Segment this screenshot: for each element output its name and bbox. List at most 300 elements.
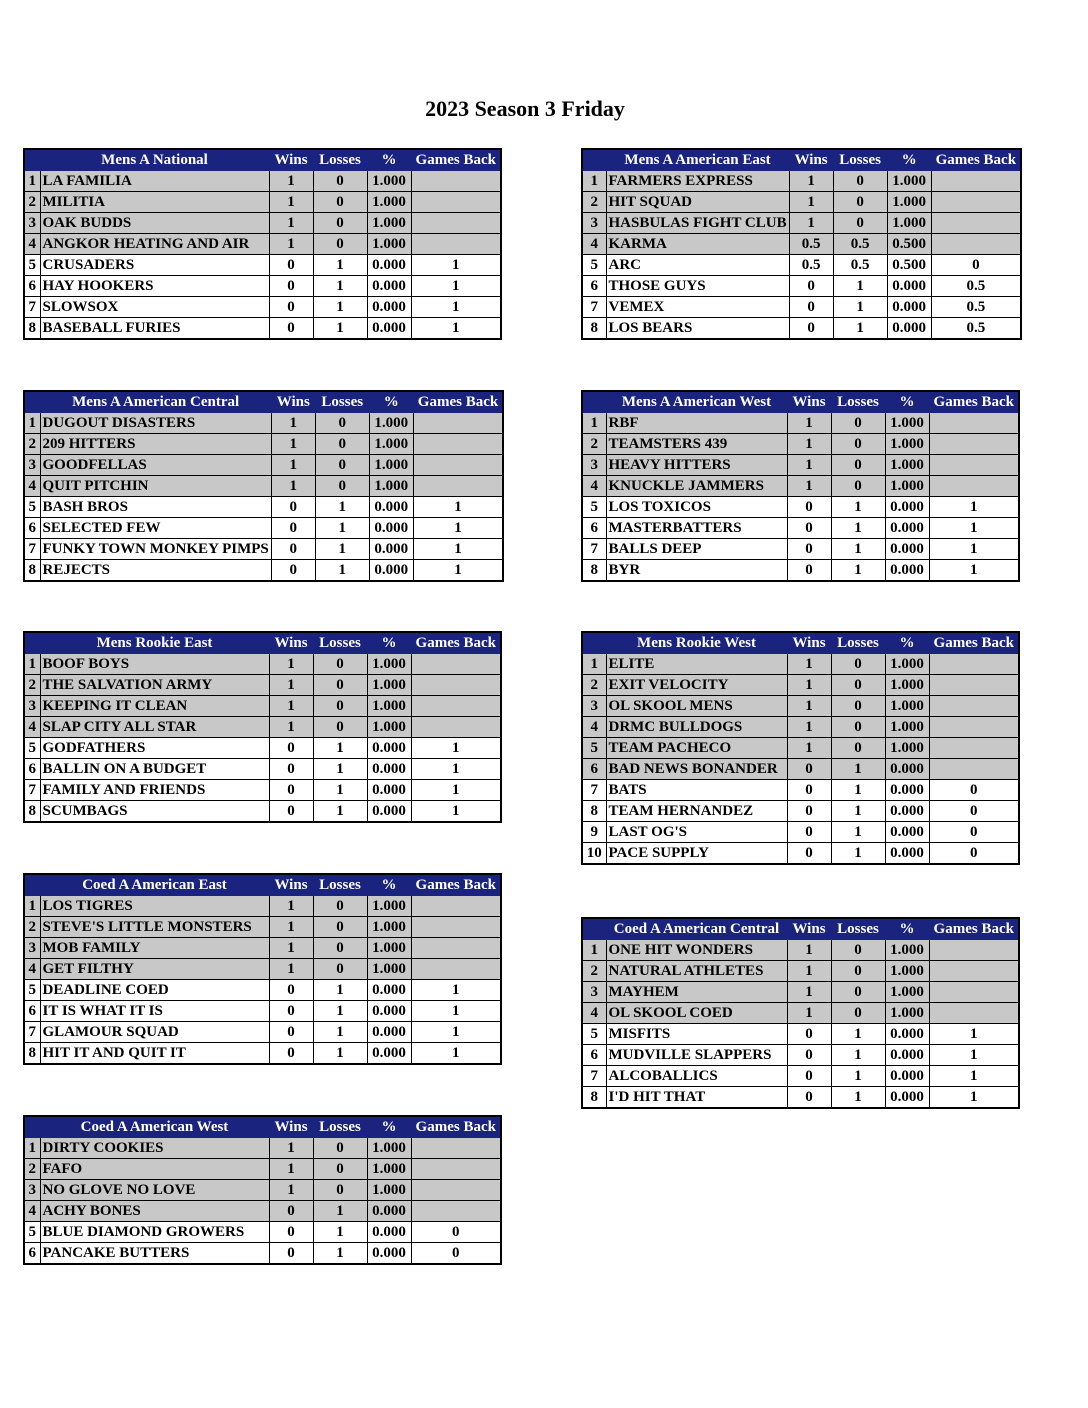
games-back-cell: 1 — [929, 497, 1019, 518]
division-name: Mens Rookie East — [40, 632, 269, 654]
games-back-cell — [411, 654, 501, 675]
pct-cell: 1.000 — [367, 234, 411, 255]
pct-cell: 0.000 — [887, 318, 931, 340]
pct-header: % — [367, 149, 411, 171]
wins-cell: 0 — [787, 801, 831, 822]
page-title: 2023 Season 3 Friday — [425, 96, 625, 121]
team-name: DUGOUT DISASTERS — [40, 413, 271, 434]
pct-cell: 0.500 — [887, 234, 931, 255]
rank-cell: 5 — [582, 738, 606, 759]
games-back-cell: 0 — [929, 843, 1019, 865]
losses-cell: 0 — [315, 476, 369, 497]
losses-cell: 1 — [313, 801, 367, 823]
team-name: I'D HIT THAT — [606, 1087, 787, 1109]
games-back-cell — [411, 959, 501, 980]
wins-cell: 1 — [787, 434, 831, 455]
wins-cell: 0 — [271, 497, 315, 518]
losses-cell: 0 — [831, 982, 885, 1003]
pct-cell: 0.000 — [367, 1001, 411, 1022]
team-name: EXIT VELOCITY — [606, 675, 787, 696]
wins-header: Wins — [787, 391, 831, 413]
team-name: ANGKOR HEATING AND AIR — [40, 234, 269, 255]
games-back-cell: 0 — [929, 780, 1019, 801]
table-row — [582, 213, 1021, 234]
wins-cell: 1 — [269, 917, 313, 938]
losses-cell: 1 — [313, 297, 367, 318]
losses-cell: 1 — [831, 1087, 885, 1109]
table-row — [24, 938, 501, 959]
losses-cell: 0.5 — [833, 255, 887, 276]
pct-cell: 0.000 — [367, 276, 411, 297]
pct-header: % — [885, 918, 929, 940]
wins-header: Wins — [787, 918, 831, 940]
table-row — [582, 961, 1019, 982]
losses-cell: 0 — [833, 192, 887, 213]
games-back-cell: 0.5 — [931, 276, 1021, 297]
table-row — [582, 434, 1019, 455]
losses-cell: 1 — [313, 1222, 367, 1243]
division-name: Mens A American Central — [40, 391, 271, 413]
team-name: LA FAMILIA — [40, 171, 269, 192]
team-name: HIT SQUAD — [606, 192, 789, 213]
losses-cell: 0 — [313, 1159, 367, 1180]
table-row — [582, 940, 1019, 961]
pct-cell: 1.000 — [367, 213, 411, 234]
games-back-cell: 1 — [411, 801, 501, 823]
rank-cell: 3 — [24, 938, 40, 959]
table-row — [582, 476, 1019, 497]
games-back-header: Games Back — [413, 391, 503, 413]
table-row — [582, 497, 1019, 518]
pct-cell: 1.000 — [885, 654, 929, 675]
table-row — [24, 1022, 501, 1043]
losses-header: Losses — [313, 874, 367, 896]
table-row — [24, 434, 503, 455]
wins-header: Wins — [787, 632, 831, 654]
losses-cell: 0 — [831, 1003, 885, 1024]
games-back-cell — [411, 1159, 501, 1180]
rank-cell: 2 — [582, 434, 606, 455]
losses-cell: 1 — [313, 759, 367, 780]
games-back-cell: 1 — [411, 255, 501, 276]
pct-cell: 0.000 — [885, 539, 929, 560]
rank-cell: 2 — [24, 434, 40, 455]
pct-cell: 1.000 — [367, 171, 411, 192]
rank-cell: 1 — [24, 413, 40, 434]
wins-header: Wins — [271, 391, 315, 413]
table-row — [582, 455, 1019, 476]
pct-cell: 1.000 — [885, 961, 929, 982]
games-back-cell: 1 — [929, 518, 1019, 539]
games-back-cell: 0.5 — [931, 318, 1021, 340]
games-back-cell — [929, 696, 1019, 717]
games-back-cell: 1 — [413, 539, 503, 560]
rank-cell: 3 — [582, 455, 606, 476]
games-back-cell: 1 — [411, 318, 501, 340]
pct-cell: 1.000 — [367, 675, 411, 696]
wins-cell: 1 — [787, 413, 831, 434]
losses-cell: 1 — [833, 318, 887, 340]
rank-cell: 10 — [582, 843, 606, 865]
team-name: GODFATHERS — [40, 738, 269, 759]
wins-header: Wins — [269, 632, 313, 654]
rank-header — [24, 632, 40, 654]
games-back-cell: 1 — [929, 539, 1019, 560]
rank-cell: 5 — [24, 738, 40, 759]
rank-cell: 1 — [24, 1138, 40, 1159]
rank-cell: 5 — [24, 255, 40, 276]
wins-cell: 0 — [269, 1201, 313, 1222]
rank-cell: 1 — [582, 940, 606, 961]
wins-cell: 0 — [789, 318, 833, 340]
pct-cell: 0.000 — [885, 518, 929, 539]
team-name: LOS TOXICOS — [606, 497, 787, 518]
table-row — [582, 801, 1019, 822]
team-name: MAYHEM — [606, 982, 787, 1003]
team-name: KARMA — [606, 234, 789, 255]
wins-cell: 0 — [271, 560, 315, 582]
table-row — [24, 560, 503, 582]
table-row — [582, 276, 1021, 297]
pct-cell: 0.000 — [885, 1066, 929, 1087]
losses-cell: 0 — [313, 896, 367, 917]
pct-cell: 1.000 — [367, 1138, 411, 1159]
table-row — [24, 1180, 501, 1201]
losses-cell: 1 — [831, 1066, 885, 1087]
header-row — [582, 149, 1021, 171]
rank-cell: 3 — [24, 696, 40, 717]
pct-cell: 1.000 — [367, 717, 411, 738]
games-back-header: Games Back — [411, 149, 501, 171]
pct-cell: 0.000 — [369, 539, 413, 560]
wins-cell: 0 — [271, 539, 315, 560]
games-back-header: Games Back — [411, 632, 501, 654]
wins-cell: 0 — [787, 759, 831, 780]
wins-cell: 1 — [269, 896, 313, 917]
games-back-cell — [413, 413, 503, 434]
pct-cell: 0.000 — [369, 497, 413, 518]
rank-cell: 1 — [24, 654, 40, 675]
losses-cell: 1 — [313, 255, 367, 276]
team-name: DIRTY COOKIES — [40, 1138, 269, 1159]
team-name: GOODFELLAS — [40, 455, 271, 476]
pct-cell: 0.000 — [885, 560, 929, 582]
rank-cell: 6 — [582, 518, 606, 539]
losses-cell: 1 — [313, 1243, 367, 1265]
table-row — [582, 413, 1019, 434]
pct-cell: 1.000 — [369, 413, 413, 434]
pct-cell: 1.000 — [367, 654, 411, 675]
losses-cell: 0 — [313, 192, 367, 213]
losses-cell: 0 — [315, 455, 369, 476]
wins-cell: 1 — [269, 696, 313, 717]
losses-cell: 1 — [313, 276, 367, 297]
pct-cell: 0.000 — [369, 560, 413, 582]
pct-cell: 0.000 — [367, 297, 411, 318]
rank-cell: 5 — [24, 980, 40, 1001]
wins-cell: 0 — [787, 1024, 831, 1045]
wins-cell: 1 — [271, 434, 315, 455]
table-row — [24, 539, 503, 560]
wins-cell: 0 — [787, 539, 831, 560]
losses-cell: 0 — [315, 413, 369, 434]
games-back-cell — [931, 171, 1021, 192]
header-row — [582, 918, 1019, 940]
losses-cell: 0 — [313, 1138, 367, 1159]
wins-cell: 1 — [269, 938, 313, 959]
pct-cell: 1.000 — [885, 696, 929, 717]
team-name: BALLS DEEP — [606, 539, 787, 560]
wins-header: Wins — [269, 874, 313, 896]
games-back-cell — [929, 717, 1019, 738]
table-row — [24, 980, 501, 1001]
table-row — [24, 297, 501, 318]
losses-cell: 0 — [313, 959, 367, 980]
rank-cell: 4 — [582, 234, 606, 255]
rank-cell: 2 — [582, 192, 606, 213]
table-row — [582, 1087, 1019, 1109]
rank-cell: 8 — [582, 318, 606, 340]
rank-cell: 8 — [24, 560, 40, 582]
pct-cell: 1.000 — [885, 413, 929, 434]
pct-cell: 1.000 — [885, 476, 929, 497]
pct-cell: 1.000 — [367, 917, 411, 938]
pct-header: % — [887, 149, 931, 171]
header-row — [24, 874, 501, 896]
team-name: IT IS WHAT IT IS — [40, 1001, 269, 1022]
team-name: NATURAL ATHLETES — [606, 961, 787, 982]
losses-cell: 0 — [831, 434, 885, 455]
games-back-cell: 0 — [929, 822, 1019, 843]
wins-cell: 0 — [271, 518, 315, 539]
header-row — [24, 149, 501, 171]
losses-cell: 1 — [313, 780, 367, 801]
games-back-cell — [931, 234, 1021, 255]
wins-cell: 0 — [269, 1043, 313, 1065]
rank-cell: 7 — [582, 1066, 606, 1087]
wins-cell: 1 — [787, 982, 831, 1003]
table-row — [24, 497, 503, 518]
division-table-coed-a-american-central — [581, 917, 1020, 1109]
rank-cell: 6 — [582, 276, 606, 297]
team-name: ALCOBALLICS — [606, 1066, 787, 1087]
pct-cell: 0.000 — [885, 822, 929, 843]
rank-cell: 7 — [582, 780, 606, 801]
rank-cell: 6 — [24, 1001, 40, 1022]
games-back-header: Games Back — [929, 632, 1019, 654]
wins-cell: 0.5 — [789, 234, 833, 255]
games-back-cell: 1 — [411, 297, 501, 318]
games-back-cell — [411, 896, 501, 917]
table-row — [582, 539, 1019, 560]
header-row — [582, 632, 1019, 654]
table-row — [24, 896, 501, 917]
wins-cell: 1 — [269, 717, 313, 738]
losses-cell: 0 — [313, 717, 367, 738]
division-table-coed-a-american-west — [23, 1115, 502, 1265]
losses-header: Losses — [831, 391, 885, 413]
losses-cell: 1 — [313, 738, 367, 759]
losses-header: Losses — [833, 149, 887, 171]
rank-cell: 6 — [582, 1045, 606, 1066]
table-row — [24, 675, 501, 696]
losses-header: Losses — [313, 1116, 367, 1138]
rank-cell: 4 — [24, 959, 40, 980]
wins-cell: 1 — [271, 455, 315, 476]
wins-cell: 1 — [789, 192, 833, 213]
division-name: Coed A American East — [40, 874, 269, 896]
team-name: MASTERBATTERS — [606, 518, 787, 539]
games-back-cell: 1 — [411, 759, 501, 780]
table-row — [24, 738, 501, 759]
wins-cell: 1 — [789, 213, 833, 234]
wins-cell: 1 — [787, 675, 831, 696]
team-name: 209 HITTERS — [40, 434, 271, 455]
wins-cell: 1 — [269, 213, 313, 234]
rank-cell: 8 — [24, 801, 40, 823]
losses-cell: 0 — [833, 213, 887, 234]
table-row — [582, 1003, 1019, 1024]
table-row — [582, 696, 1019, 717]
team-name: QUIT PITCHIN — [40, 476, 271, 497]
rank-cell: 1 — [582, 171, 606, 192]
division-table-mens-a-national — [23, 148, 502, 340]
wins-cell: 0 — [269, 1243, 313, 1265]
wins-cell: 0 — [269, 738, 313, 759]
games-back-cell — [931, 213, 1021, 234]
losses-cell: 0 — [831, 696, 885, 717]
division-table-mens-a-american-central — [23, 390, 504, 582]
pct-cell: 0.000 — [367, 980, 411, 1001]
wins-cell: 0 — [269, 297, 313, 318]
losses-cell: 0 — [831, 961, 885, 982]
rank-cell: 9 — [582, 822, 606, 843]
table-row — [24, 801, 501, 823]
team-name: ELITE — [606, 654, 787, 675]
losses-cell: 0 — [831, 940, 885, 961]
rank-cell: 2 — [582, 961, 606, 982]
games-back-cell — [411, 675, 501, 696]
rank-cell: 4 — [24, 234, 40, 255]
rank-cell: 3 — [24, 213, 40, 234]
games-back-cell — [929, 982, 1019, 1003]
table-row — [24, 413, 503, 434]
wins-cell: 0 — [269, 980, 313, 1001]
games-back-cell — [929, 654, 1019, 675]
pct-cell: 0.000 — [367, 780, 411, 801]
rank-header — [582, 391, 606, 413]
losses-cell: 0 — [313, 675, 367, 696]
losses-cell: 1 — [313, 1022, 367, 1043]
pct-cell: 0.000 — [367, 759, 411, 780]
table-row — [24, 959, 501, 980]
losses-header: Losses — [315, 391, 369, 413]
pct-cell: 0.000 — [367, 255, 411, 276]
pct-cell: 0.000 — [367, 1043, 411, 1065]
rank-cell: 1 — [582, 413, 606, 434]
header-row — [24, 391, 503, 413]
wins-cell: 0 — [789, 297, 833, 318]
losses-cell: 1 — [315, 497, 369, 518]
wins-cell: 1 — [269, 675, 313, 696]
team-name: ACHY BONES — [40, 1201, 269, 1222]
table-row — [582, 297, 1021, 318]
rank-cell: 3 — [582, 982, 606, 1003]
wins-cell: 0 — [787, 1045, 831, 1066]
wins-cell: 1 — [269, 234, 313, 255]
losses-cell: 1 — [313, 1043, 367, 1065]
team-name: ONE HIT WONDERS — [606, 940, 787, 961]
rank-cell: 6 — [582, 759, 606, 780]
rank-cell: 5 — [24, 1222, 40, 1243]
games-back-header: Games Back — [411, 874, 501, 896]
division-name: Mens A American West — [606, 391, 787, 413]
division-table-mens-rookie-west — [581, 631, 1020, 865]
wins-header: Wins — [789, 149, 833, 171]
games-back-cell: 1 — [929, 1087, 1019, 1109]
losses-cell: 1 — [833, 297, 887, 318]
pct-cell: 1.000 — [885, 1003, 929, 1024]
wins-cell: 1 — [269, 654, 313, 675]
header-row — [24, 1116, 501, 1138]
wins-cell: 0 — [789, 276, 833, 297]
losses-cell: 0 — [831, 717, 885, 738]
games-back-cell: 1 — [929, 560, 1019, 582]
games-back-cell: 0 — [929, 801, 1019, 822]
team-name: DRMC BULLDOGS — [606, 717, 787, 738]
games-back-cell — [411, 192, 501, 213]
team-name: GLAMOUR SQUAD — [40, 1022, 269, 1043]
losses-cell: 0 — [831, 455, 885, 476]
rank-cell: 4 — [582, 476, 606, 497]
wins-cell: 0 — [787, 560, 831, 582]
pct-cell: 0.000 — [885, 1087, 929, 1109]
wins-cell: 1 — [271, 476, 315, 497]
games-back-cell — [929, 738, 1019, 759]
losses-cell: 0 — [831, 675, 885, 696]
table-row — [582, 675, 1019, 696]
rank-cell: 2 — [582, 675, 606, 696]
games-back-header: Games Back — [929, 391, 1019, 413]
pct-cell: 0.000 — [885, 1024, 929, 1045]
team-name: SELECTED FEW — [40, 518, 271, 539]
team-name: TEAMSTERS 439 — [606, 434, 787, 455]
rank-cell: 5 — [582, 1024, 606, 1045]
team-name: SCUMBAGS — [40, 801, 269, 823]
table-row — [24, 192, 501, 213]
pct-header: % — [885, 391, 929, 413]
team-name: HAY HOOKERS — [40, 276, 269, 297]
team-name: VEMEX — [606, 297, 789, 318]
rank-cell: 7 — [24, 297, 40, 318]
table-row — [24, 455, 503, 476]
pct-cell: 0.000 — [885, 801, 929, 822]
games-back-header: Games Back — [929, 918, 1019, 940]
table-row — [582, 518, 1019, 539]
games-back-cell: 1 — [411, 1022, 501, 1043]
pct-cell: 1.000 — [367, 1159, 411, 1180]
losses-cell: 1 — [313, 1201, 367, 1222]
rank-cell: 7 — [24, 1022, 40, 1043]
pct-cell: 1.000 — [367, 696, 411, 717]
rank-cell: 4 — [24, 1201, 40, 1222]
table-row — [582, 654, 1019, 675]
pct-cell: 1.000 — [887, 171, 931, 192]
rank-cell: 2 — [24, 917, 40, 938]
table-row — [24, 917, 501, 938]
pct-cell: 0.000 — [885, 497, 929, 518]
wins-cell: 1 — [789, 171, 833, 192]
